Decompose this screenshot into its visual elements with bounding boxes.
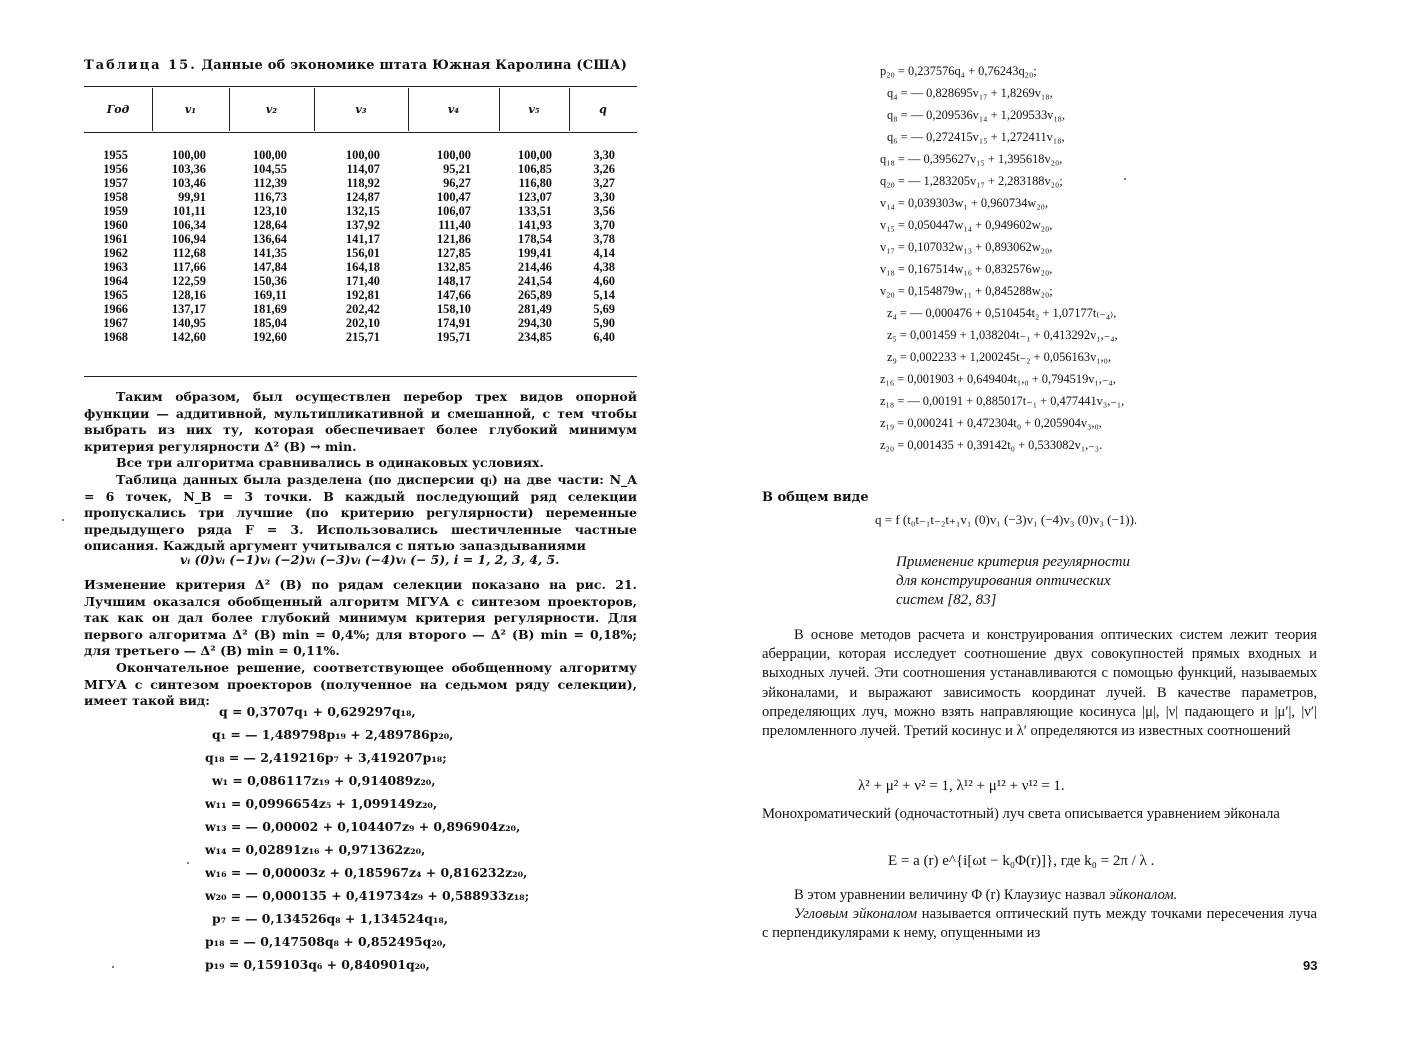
table-bottom-rule: [84, 376, 637, 377]
paragraph-text: В этом уравнении величину Φ (r) Клаузиус назвал: [794, 887, 1110, 903]
table-cell: 1955: [103, 148, 128, 162]
table-cell: 294,30: [517, 316, 552, 330]
table-cell: 1961: [103, 232, 128, 246]
paragraph: [762, 905, 1317, 943]
table-cell: 100,47: [436, 190, 471, 204]
table-cell: 1967: [103, 316, 128, 330]
table-row: [84, 288, 637, 302]
section-title: [896, 553, 1130, 610]
table-row: [84, 232, 637, 246]
table-cell: 3,27: [593, 176, 615, 190]
table-cell: 128,16: [171, 288, 206, 302]
table-cell: 202,42: [345, 302, 380, 316]
table-row: [84, 260, 637, 274]
paragraph: Таким образом, был осуществлен перебор трех видов опорной функции — аддитивной, мультипликативной и смешанной, с тем чтобы выбрать из них ту, которая обеспечивает более глубокий минимум критерия регулярности Δ² (B) → min.: [84, 389, 637, 454]
equation-line: w₁₄ = 0,02891z₁₆ + 0,971362z₂₀,: [205, 842, 426, 857]
table-cell: 202,10: [345, 316, 380, 330]
table-cell: 199,41: [517, 246, 552, 260]
equation-line: w₁ = 0,086117z₁₉ + 0,914089z₂₀,: [212, 773, 436, 788]
print-speck: [1124, 178, 1126, 180]
table-cell: 171,40: [345, 274, 380, 288]
table-cell: 117,66: [172, 260, 206, 274]
equation-line: v₁₄ = 0,039303w₁ + 0,960734w₂₀,: [880, 196, 1049, 210]
table-cell: 136,64: [252, 232, 287, 246]
equation-block: [880, 60, 1124, 456]
column-header-v5: v₅: [528, 103, 540, 116]
paragraph: Окончательное решение, соответствующее обобщенному алгоритму МГУА с синтезом проекторов (полученное на седьмом ряду селекции), имеет такой вид:: [84, 659, 637, 709]
table-cell: 106,85: [517, 162, 552, 176]
body-text: [762, 805, 1317, 824]
table-cell: 106,94: [171, 232, 206, 246]
equation-line: z₁₆ = 0,001903 + 0,649404t₁,₀ + 0,794519v₁,₋₄,: [880, 372, 1116, 386]
equation-line: p₂₀ = 0,237576q₄ + 0,76243q₂₀;: [880, 64, 1037, 78]
table-cell: 150,36: [252, 274, 287, 288]
table-body: [84, 148, 637, 344]
body-text: [84, 389, 637, 555]
table-cell: 1965: [103, 288, 128, 302]
table-cell: 112,68: [172, 246, 206, 260]
equation-line: p₁₈ = — 0,147508q₈ + 0,852495q₂₀,: [205, 934, 447, 949]
equation-line: q₈ = — 0,209536v₁₄ + 1,209533v₁₈,: [887, 108, 1066, 122]
table-label: Таблица 15.: [84, 58, 197, 73]
table-cell: 112,39: [253, 176, 287, 190]
equation-line: q = 0,3707q₁ + 0,629297q₁₈,: [219, 704, 416, 719]
table-cell: 95,21: [443, 162, 471, 176]
table-row: [84, 218, 637, 232]
table-cell: 127,85: [436, 246, 471, 260]
table-cell: 142,60: [171, 330, 206, 344]
table-cell: 106,34: [171, 218, 206, 232]
equation-line: v₁₈ = 0,167514w₁₆ + 0,832576w₂₀,: [880, 262, 1053, 276]
paragraph: Все три алгоритма сравнивались в одинаковых условиях.: [116, 455, 544, 471]
table-header-rule: [84, 132, 637, 133]
body-text: [84, 577, 637, 710]
equation-line: z₄ = — 0,000476 + 0,510454t₂ + 1,07177t₍₋₄₎,: [887, 306, 1117, 320]
table-cell: 123,07: [517, 190, 552, 204]
table-cell: 147,66: [436, 288, 471, 302]
table-cell: 281,49: [517, 302, 552, 316]
body-text: [762, 886, 1317, 944]
table-cell: 234,85: [517, 330, 552, 344]
equation-line: w₁₁ = 0,0996654z₅ + 1,099149z₂₀,: [205, 796, 438, 811]
term-eikonal: эйконалом.: [1109, 887, 1178, 903]
table-cell: 4,38: [593, 260, 615, 274]
section-title-line: систем [82, 83]: [896, 592, 997, 608]
equation-line: z₉ = 0,002233 + 1,200245t₋₂ + 0,056163v₁,₀,: [887, 350, 1112, 364]
table-cell: 3,30: [593, 190, 615, 204]
table-cell: 1963: [103, 260, 128, 274]
table-cell: 124,87: [345, 190, 380, 204]
table-cell: 137,17: [171, 302, 206, 316]
paragraph: Таблица данных была разделена (по дисперсии qᵢ) на две части: N_A = 6 точек, N_B = 3 точки. В каждый последующий ряд селекции пропускались три лучшие (по критерию регулярности) переменные предыдущего ряда F = 3. Использовались шестичленные частные описания. Каждый аргумент учитывался с пятью запаздываниями: [84, 471, 637, 554]
table-cell: 169,11: [253, 288, 287, 302]
column-header-v4: v₄: [447, 103, 460, 116]
table-title: Данные об экономике штата Южная Каролина (США): [201, 58, 628, 73]
table-cell: 3,26: [593, 162, 615, 176]
table-cell: 5,14: [593, 288, 615, 302]
table-cell: 158,10: [436, 302, 471, 316]
equation-line: v₁₅ = 0,050447w₁₄ + 0,949602w₂₀,: [880, 218, 1053, 232]
table-cell: 122,59: [171, 274, 206, 288]
table-row: [84, 316, 637, 330]
print-speck: [62, 519, 64, 521]
print-speck: [112, 966, 114, 968]
table-header: [84, 88, 637, 131]
table-cell: 241,54: [517, 274, 552, 288]
table-cell: 4,14: [593, 246, 615, 260]
table-cell: 1962: [103, 246, 128, 260]
column-header-year: Год: [106, 103, 130, 116]
table-cell: 3,30: [593, 148, 615, 162]
table-cell: 192,81: [345, 288, 380, 302]
table-cell: 5,69: [593, 302, 615, 316]
table-row: [84, 274, 637, 288]
column-header-v2: v₂: [265, 103, 278, 116]
equation-line: q₂₀ = — 1,283205v₁₇ + 2,283188v₂₀;: [880, 174, 1063, 188]
table-cell: 121,86: [436, 232, 471, 246]
table-cell: 132,85: [436, 260, 471, 274]
table-cell: 99,91: [178, 190, 206, 204]
table-cell: 164,18: [345, 260, 380, 274]
table-cell: 3,78: [593, 232, 615, 246]
table-cell: 1958: [103, 190, 128, 204]
table-cell: 5,90: [593, 316, 615, 330]
table-cell: 100,00: [252, 148, 287, 162]
table-cell: 4,60: [593, 274, 615, 288]
equation-line: w₁₆ = — 0,00003z + 0,185967z₄ + 0,816232z₂₀,: [205, 865, 528, 880]
table-cell: 141,93: [517, 218, 552, 232]
table-cell: 103,46: [171, 176, 206, 190]
formula-cosines: λ² + μ² + ν² = 1, λ¹² + μ¹² + ν¹² = 1.: [858, 778, 1065, 794]
table-cell: 100,00: [436, 148, 471, 162]
table-cell: 3,56: [593, 204, 615, 218]
equation-line: z₁₈ = — 0,00191 + 0,885017t₋₁ + 0,477441v₃,₋₁,: [880, 394, 1125, 408]
column-header-q: q: [599, 103, 607, 116]
page-number: 93: [1303, 958, 1318, 973]
paragraph: Монохроматический (одночастотный) луч света описывается уравнением эйконала: [762, 806, 1280, 822]
table-cell: 214,46: [517, 260, 552, 274]
table-cell: 195,71: [436, 330, 471, 344]
equation-line: p₇ = — 0,134526q₈ + 1,134524q₁₈,: [212, 911, 449, 926]
table-cell: 140,95: [171, 316, 206, 330]
table-cell: 141,17: [345, 232, 380, 246]
paragraph: [762, 886, 1317, 905]
equation-line: p₁₉ = 0,159103q₆ + 0,840901q₂₀,: [205, 957, 430, 972]
table-cell: 178,54: [517, 232, 552, 246]
table-cell: 156,01: [345, 246, 380, 260]
right-page: [700, 0, 1401, 1045]
table-cell: 103,36: [171, 162, 206, 176]
table-row: [84, 246, 637, 260]
table-cell: 3,70: [593, 218, 615, 232]
body-text: [762, 626, 1317, 741]
formula-delays: vᵢ (0)vᵢ (−1)vᵢ (−2)vᵢ (−3)vᵢ (−4)vᵢ (− 5), i = 1, 2, 3, 4, 5.: [180, 552, 560, 567]
table-row: [84, 190, 637, 204]
paragraph-text: называется оптический путь между точками пересечения луча с перпендикулярами к нему, опущенными из: [762, 906, 1317, 942]
table-cell: 128,64: [252, 218, 287, 232]
table-row: [84, 302, 637, 316]
equation-line: q₁₈ = — 2,419216p₇ + 3,419207p₁₈;: [205, 750, 447, 765]
table-cell: 101,11: [172, 204, 206, 218]
print-speck: [187, 862, 189, 864]
table-cell: 215,71: [345, 330, 380, 344]
table-cell: 132,15: [345, 204, 380, 218]
table-cell: 1956: [103, 162, 128, 176]
table-cell: 96,27: [443, 176, 471, 190]
table-cell: 1964: [103, 274, 128, 288]
paragraph: В основе методов расчета и конструирования оптических систем лежит теория аберрации, которая исследует соотношение двух совокупностей прямых входных и выходных лучей. Эти соотношения устанавливаются с помощью функций, называемых эйконалами, и выражают зависимость координат лучей. В качестве параметров, определяющих луч, можно взять направляющие косинуса |μ|, |ν| падающего и |μ′|, |ν′| преломленного лучей. Третий косинус и λ′ определяются из известных соотношений: [762, 627, 1317, 740]
table-cell: 1968: [103, 330, 128, 344]
general-form-label: В общем виде: [762, 490, 869, 505]
equation-line: z₁₉ = 0,000241 + 0,472304t₀ + 0,205904v₃,₀,: [880, 416, 1102, 430]
equation-line: q₁ = — 1,489798p₁₉ + 2,489786p₂₀,: [212, 727, 454, 742]
table-cell: 104,55: [252, 162, 287, 176]
table-cell: 141,35: [252, 246, 287, 260]
table-cell: 6,40: [593, 330, 615, 344]
equation-line: v₂₀ = 0,154879w₁₁ + 0,845288w₂₀;: [880, 284, 1053, 298]
table-cell: 1957: [103, 176, 128, 190]
column-header-v3: v₃: [355, 103, 367, 116]
table-cell: 1960: [103, 218, 128, 232]
section-title-line: для конструирования оптических: [896, 573, 1111, 589]
equation-line: q₆ = — 0,272415v₁₅ + 1,272411v₁₈,: [887, 130, 1065, 144]
term-angular-eikonal: Угловым эйконалом: [794, 906, 918, 923]
column-header-v1: v₁: [184, 103, 197, 116]
table-cell: 147,84: [252, 260, 287, 274]
table-cell: 114,07: [346, 162, 380, 176]
table-cell: 1959: [103, 204, 128, 218]
table-top-rule: [84, 86, 637, 87]
table-cell: 100,00: [171, 148, 206, 162]
equation-line: q₄ = — 0,828695v₁₇ + 1,8269v₁₈,: [887, 86, 1053, 100]
table-row: [84, 162, 637, 176]
paragraph: Изменение критерия Δ² (B) по рядам селекции показано на рис. 21. Лучшим оказался обобщенный алгоритм МГУА с синтезом проекторов, так как он дал более глубокий минимум критерия регулярности. Для первого алгоритма Δ² (B) min = 0,4%; для второго — Δ² (B) min = 0,18%; для третьего — Δ² (B) min = 0,11%.: [84, 577, 637, 659]
table-cell: 174,91: [436, 316, 471, 330]
left-page: [0, 0, 700, 1045]
equation-line: z₅ = 0,001459 + 1,038204t₋₁ + 0,413292v₁,₋₄,: [887, 328, 1118, 342]
table-cell: 111,40: [438, 218, 471, 232]
equation-line: q₁₈ = — 0,395627v₁₅ + 1,395618v₂₀,: [880, 152, 1063, 166]
equation-line: w₂₀ = — 0,000135 + 0,419734z₉ + 0,588933z₁₈;: [205, 888, 530, 903]
table-row: [84, 204, 637, 218]
table-cell: 181,69: [252, 302, 287, 316]
table-row: [84, 330, 637, 344]
equation-line: v₁₇ = 0,107032w₁₃ + 0,893062w₂₀,: [880, 240, 1053, 254]
table-row: [84, 176, 637, 190]
general-formula: q = f (t₀t₋₁t₋₂t₊₁v₁ (0)v₁ (−3)v₁ (−4)v₃ (0)v₃ (−1)).: [875, 512, 1138, 527]
table-row: [84, 148, 637, 162]
table-cell: 1966: [103, 302, 128, 316]
table-cell: 118,92: [346, 176, 380, 190]
table-cell: 106,07: [436, 204, 471, 218]
table-cell: 123,10: [252, 204, 287, 218]
table-cell: 116,80: [518, 176, 552, 190]
table-cell: 133,51: [517, 204, 552, 218]
table-cell: 148,17: [436, 274, 471, 288]
table-cell: 137,92: [345, 218, 380, 232]
table-cell: 100,00: [345, 148, 380, 162]
table-cell: 100,00: [517, 148, 552, 162]
table-caption: [84, 58, 627, 73]
table-cell: 265,89: [517, 288, 552, 302]
section-title-line: Применение критерия регулярности: [896, 554, 1130, 570]
table-cell: 192,60: [252, 330, 287, 344]
table-cell: 116,73: [253, 190, 287, 204]
formula-eikonal: E = a (r) e^{i[ωt − k₀Φ(r)]}, где k₀ = 2π / λ .: [888, 853, 1155, 869]
equation-line: w₁₃ = — 0,00002 + 0,104407z₉ + 0,896904z₂₀,: [205, 819, 521, 834]
equation-line: z₂₀ = 0,001435 + 0,39142t₀ + 0,533082v₁,₋₃.: [880, 438, 1103, 452]
equation-block: [205, 700, 529, 976]
table-cell: 185,04: [252, 316, 287, 330]
